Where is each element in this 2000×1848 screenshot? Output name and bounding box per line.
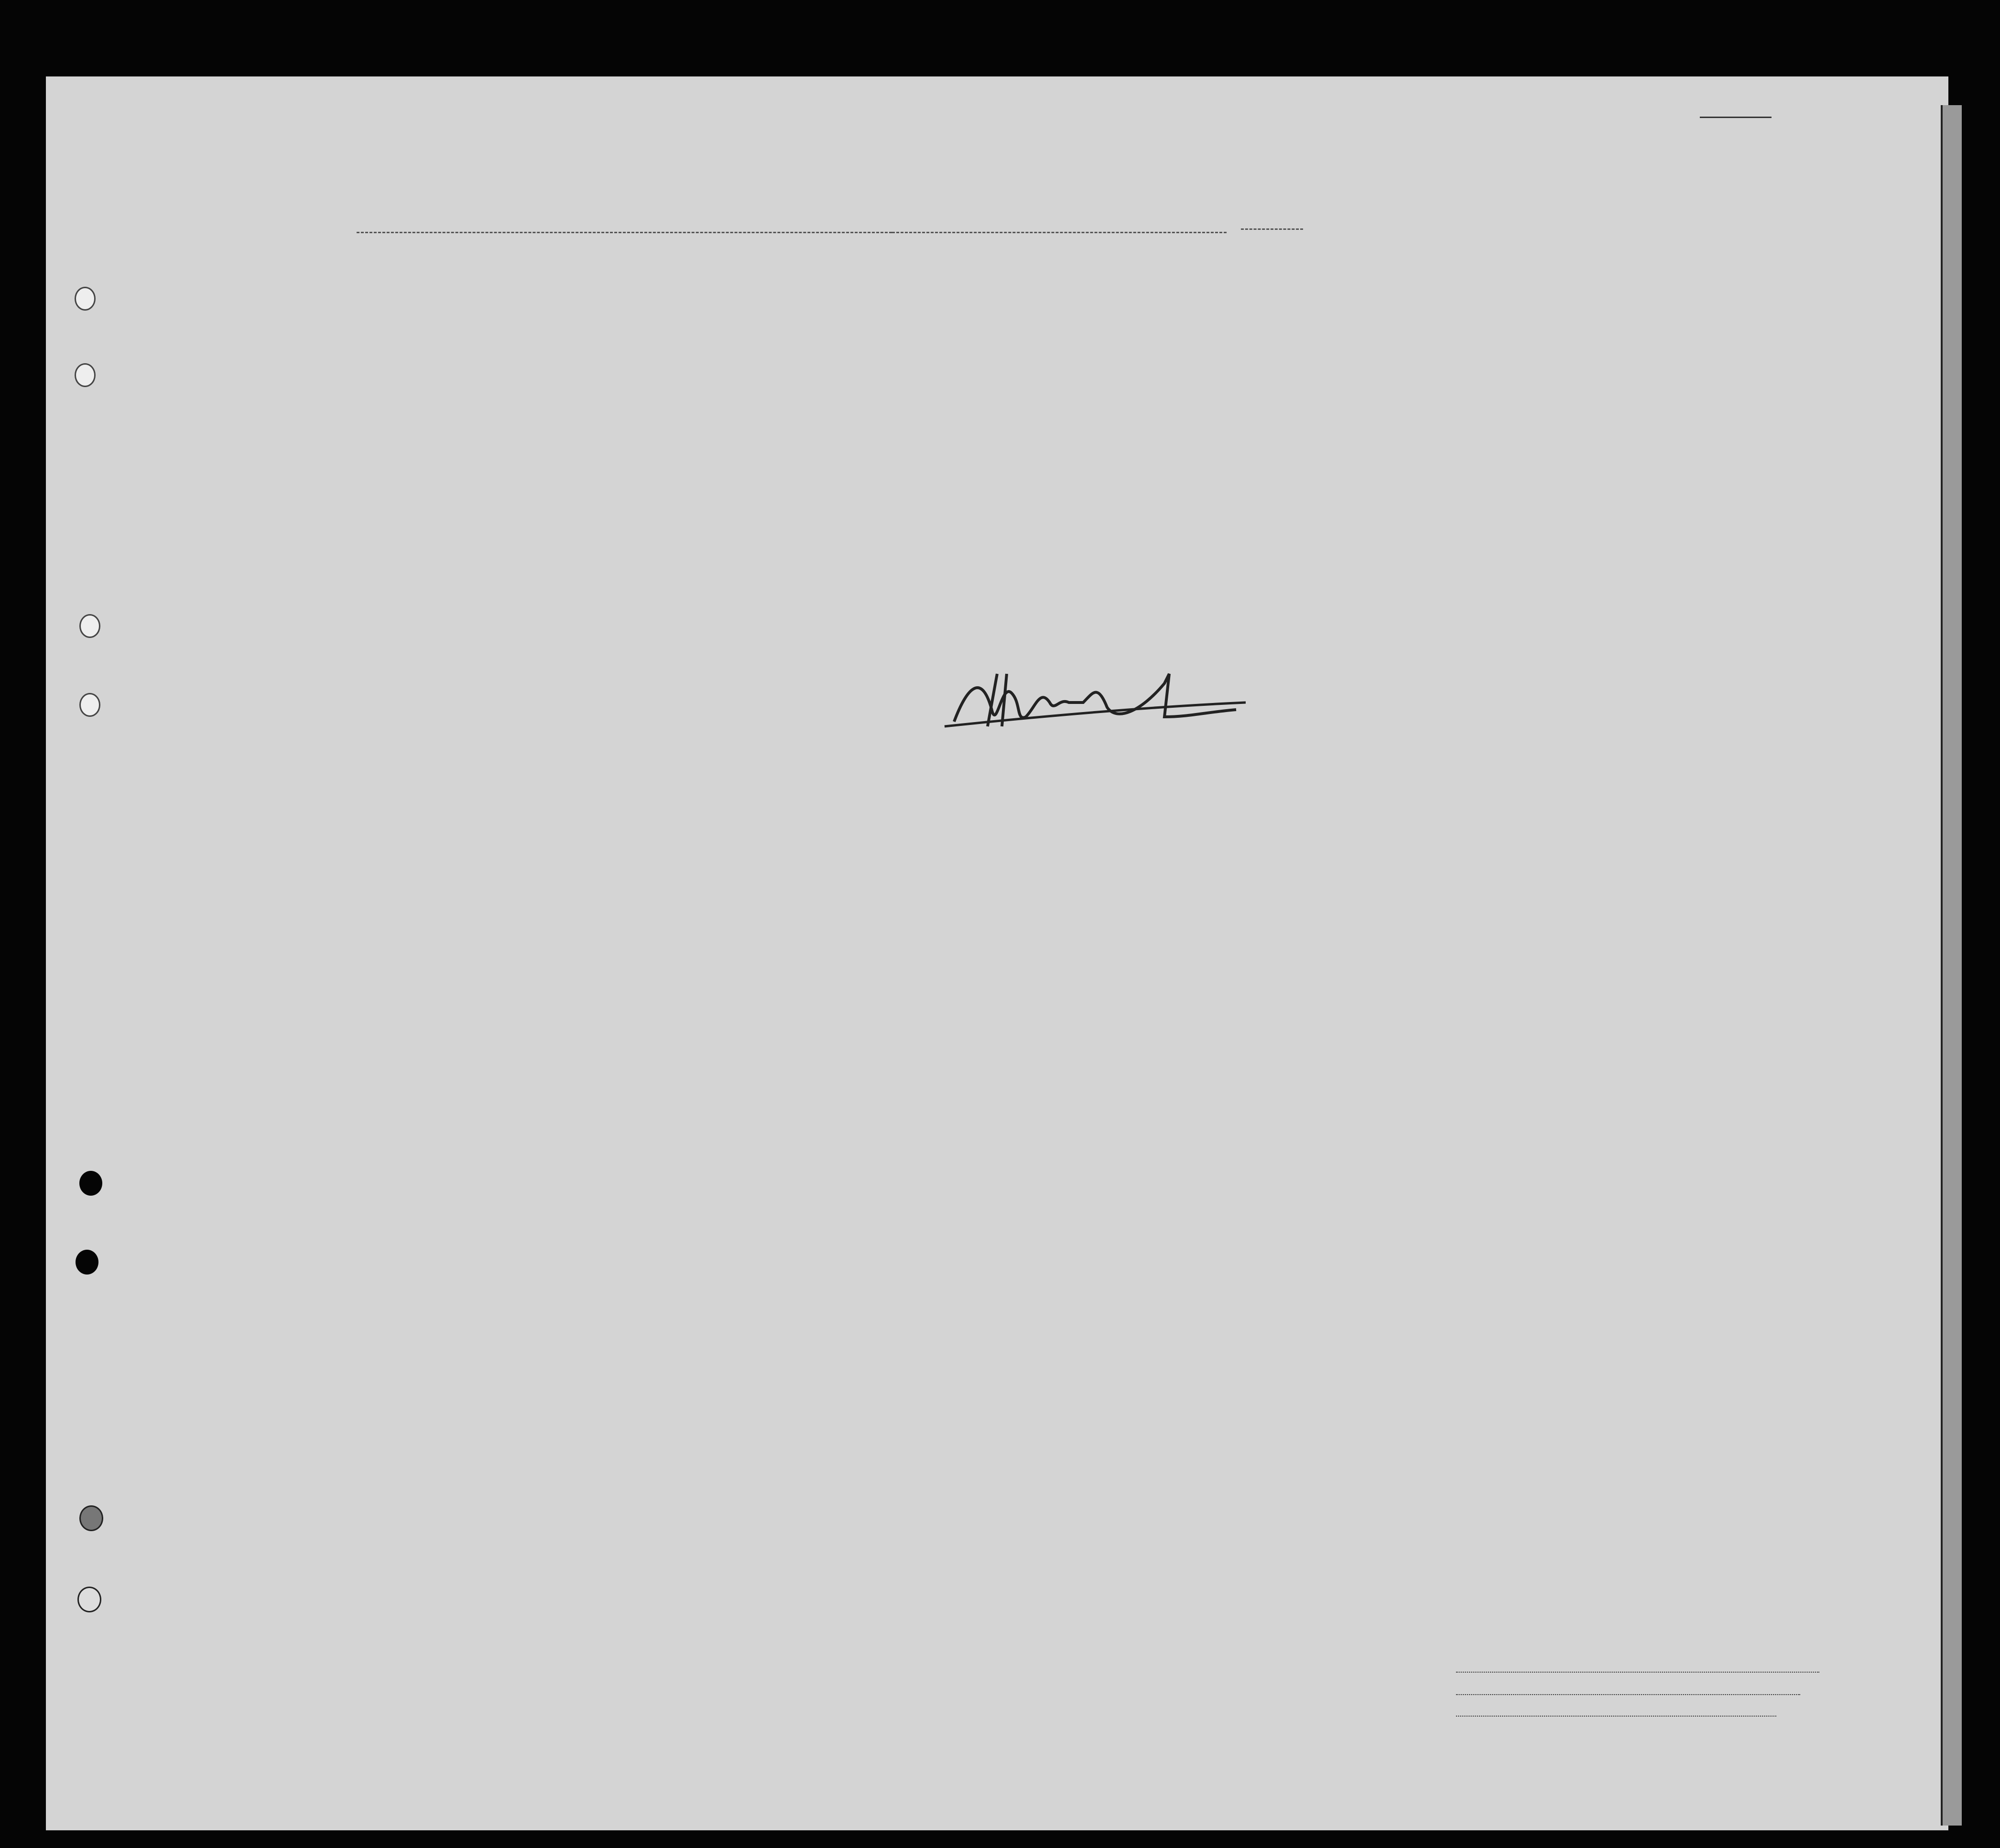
- header-passage-paid: [620, 344, 719, 348]
- owners-field: [1456, 1686, 1800, 1698]
- binding-edge: [1941, 105, 1962, 1826]
- form-grid: [46, 76, 1948, 1830]
- line-field: [1456, 1663, 1819, 1676]
- master-signature: [940, 655, 1246, 750]
- manifest-sheet: [46, 76, 1948, 1830]
- local-agents-field: [1456, 1707, 1776, 1720]
